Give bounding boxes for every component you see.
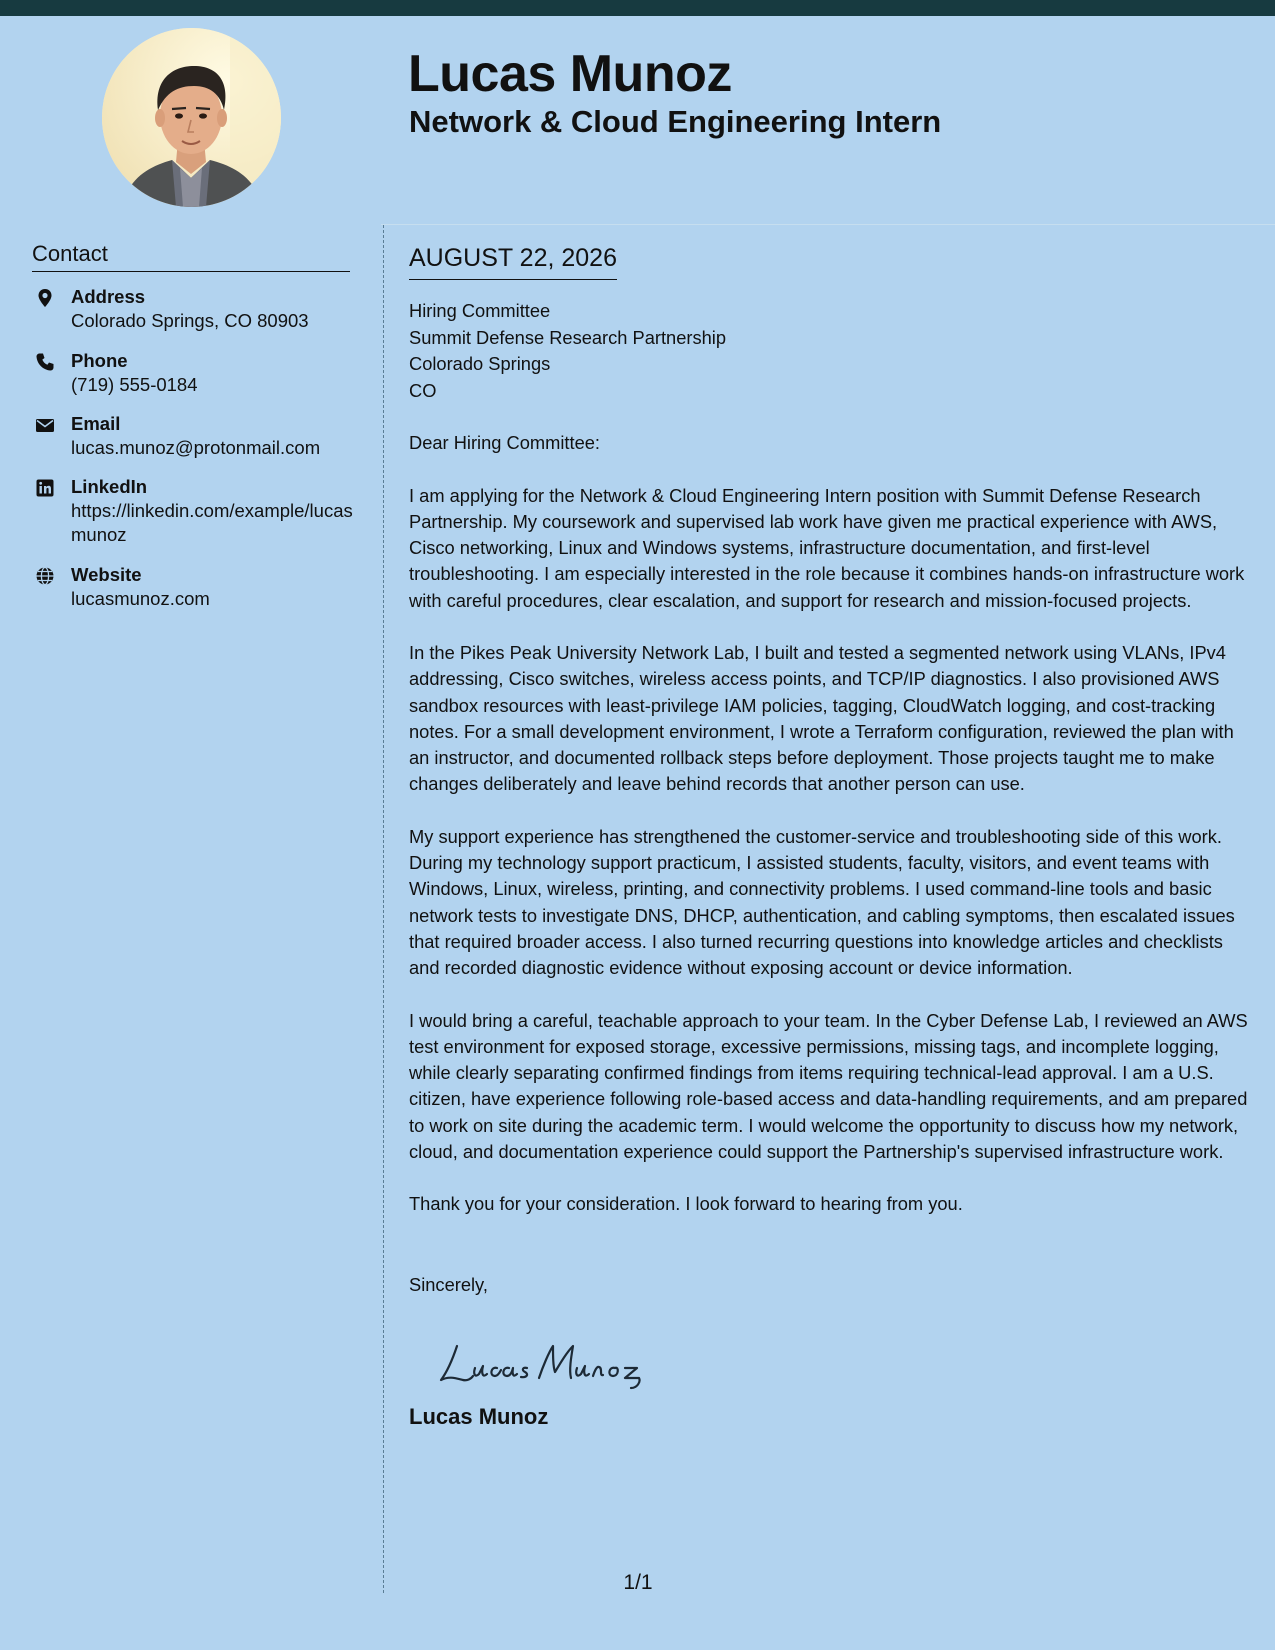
signature-image [435,1332,675,1392]
phone-value[interactable]: (719) 555-0184 [71,374,198,395]
contact-label: Address [71,286,146,307]
linkedin-link[interactable]: https://linkedin.com/example/lucasmunoz [71,500,353,545]
signed-name: Lucas Munoz [409,1404,549,1430]
website-link[interactable]: lucasmunoz.com [71,588,210,609]
closing: Sincerely, [409,1273,488,1295]
linkedin-icon [35,478,55,498]
letter-paragraph: Thank you for your consideration. I look forward to hearing from you. [409,1193,963,1215]
contact-label: Website [71,564,142,585]
top-accent-bar [0,0,1275,16]
address-value: Colorado Springs, CO 80903 [71,310,309,331]
phone-icon [35,352,55,372]
globe-icon [35,566,55,586]
letter-paragraph: In the Pikes Peak University Network Lab, I built and tested a segmented network using VLANs, IPv4 addressing, Cisco switches, wireless access points, and TCP/IP diagnostics. I also provisioned AWS sandbox resources with least-privilege IAM policies, tagging, CloudWatch logging, and cost-tracking notes. For a small development environment, I wrote a Terraform configuration, reviewed the plan with an instructor, and documented rollback steps before deployment. Those projects taught me to make changes deliberately and leave behind records that another person can use. [409,641,1234,795]
letter-paragraph: My support experience has strengthened the customer-service and troubleshooting side of this work. During my technology support practicum, I assisted students, faculty, visitors, and event teams with Windows, Linux, wireless, printing, and connectivity problems. I used command-line tools and basic network tests to investigate DNS, DHCP, authentication, and cabling symptoms, then escalated issues that required broader access. I also turned recurring questions into knowledge articles and checklists and recorded diagnostic evidence without exposing account or device information. [409,825,1235,979]
recipient-line: CO [409,379,437,401]
letter-date: AUGUST 22, 2026 [409,240,617,280]
header-divider [381,224,1275,225]
letter-body [409,240,1254,1432]
letter-paragraph: I am applying for the Network & Cloud Engineering Intern position with Summit Defense Research Partnership. My coursework and supervised lab work have given me practical experience with AWS, Cisco networking, Linux and Windows systems, infrastructure documentation, and first-level troubleshooting. I am especially interested in the role because it combines hands-on infrastructure work with careful procedures, clear escalation, and support for research and mission-focused projects. [409,484,1245,611]
column-divider [383,225,384,1593]
handwritten-signature [435,1332,675,1392]
applicant-name: Lucas Munoz [408,45,732,103]
page-number: 1/1 [623,1571,653,1594]
recipient-line: Summit Defense Research Partnership [409,326,727,348]
letter-paragraph: I would bring a careful, teachable approach to your team. In the Cyber Defense Lab, I reviewed an AWS test environment for exposed storage, excessive permissions, missing tags, and incomplete logging, while clearly separating confirmed findings from items requiring technical-lead approval. I am a U.S. citizen, have experience following role-based access and data-handling requirements, and am prepared to work on site during the academic term. I would welcome the opportunity to discuss how my network, cloud, and documentation experience could support the Partnership's supervised infrastructure work. [409,1009,1248,1163]
contact-heading: Contact [32,240,350,272]
map-pin-icon [35,288,55,308]
job-title: Network & Cloud Engineering Intern [409,104,942,139]
contact-label: LinkedIn [71,476,148,497]
recipient-line: Hiring Committee [409,300,551,321]
email-link[interactable]: lucas.munoz@protonmail.com [71,437,321,458]
avatar [102,28,281,207]
recipient-line: Colorado Springs [409,353,551,374]
envelope-icon [35,415,55,435]
salutation: Dear Hiring Committee: [409,432,600,453]
recipient-block [409,298,1254,404]
portrait-image [102,28,281,207]
contact-label: Email [71,413,121,434]
contact-label: Phone [71,350,128,371]
